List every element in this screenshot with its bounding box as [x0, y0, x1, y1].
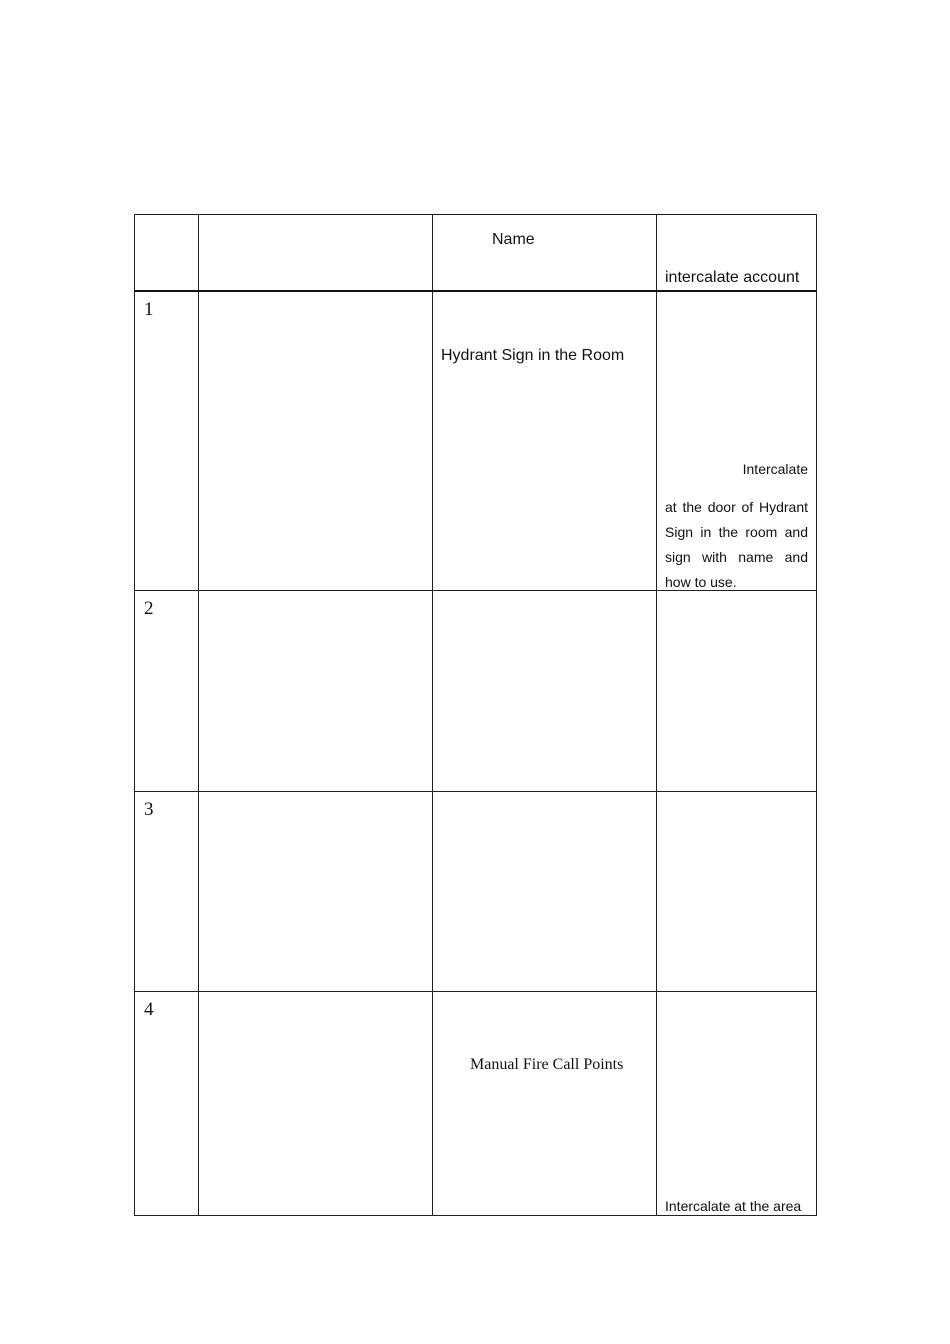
row-name-cell [433, 991, 657, 1215]
row-name-text: Manual Fire Call Points [470, 1055, 624, 1073]
row-number-cell [135, 291, 199, 591]
row-col2-cell [199, 991, 433, 1215]
row-name-cell [433, 291, 657, 591]
table-header-row [135, 215, 817, 291]
row-number: 1 [144, 298, 154, 320]
table-row [135, 591, 817, 791]
row-name-cell [433, 791, 657, 991]
header-name-label: Name [492, 231, 535, 248]
row-col2-cell [199, 291, 433, 591]
row-account-cell [657, 991, 817, 1215]
row-number-cell [135, 791, 199, 991]
row-number-cell [135, 591, 199, 791]
row-col2-cell [199, 791, 433, 991]
row-account-cell [657, 591, 817, 791]
header-cell-account [657, 215, 817, 291]
table-row [135, 991, 817, 1215]
row-col2-cell [199, 591, 433, 791]
row-account-first-line: Intercalate [742, 460, 808, 477]
row-account-cell [657, 291, 817, 591]
row-number: 4 [144, 998, 154, 1020]
row-number: 3 [144, 798, 154, 820]
header-cell-number [135, 215, 199, 291]
header-cell-col2 [199, 215, 433, 291]
row-number: 2 [144, 598, 154, 620]
row-account-cell [657, 791, 817, 991]
document-table [134, 214, 817, 1216]
header-cell-name [433, 215, 657, 291]
table-row [135, 791, 817, 991]
row-name-text: Hydrant Sign in the Room [441, 346, 625, 364]
row-number-cell [135, 991, 199, 1215]
table-row [135, 291, 817, 591]
row-name-cell [433, 591, 657, 791]
row-account-text: Intercalate at the area [665, 1197, 802, 1214]
header-account-label: intercalate account [665, 269, 800, 286]
row-account-text: at the door of Hydrant Sign in the room and sign with name and how to use. [665, 498, 808, 590]
